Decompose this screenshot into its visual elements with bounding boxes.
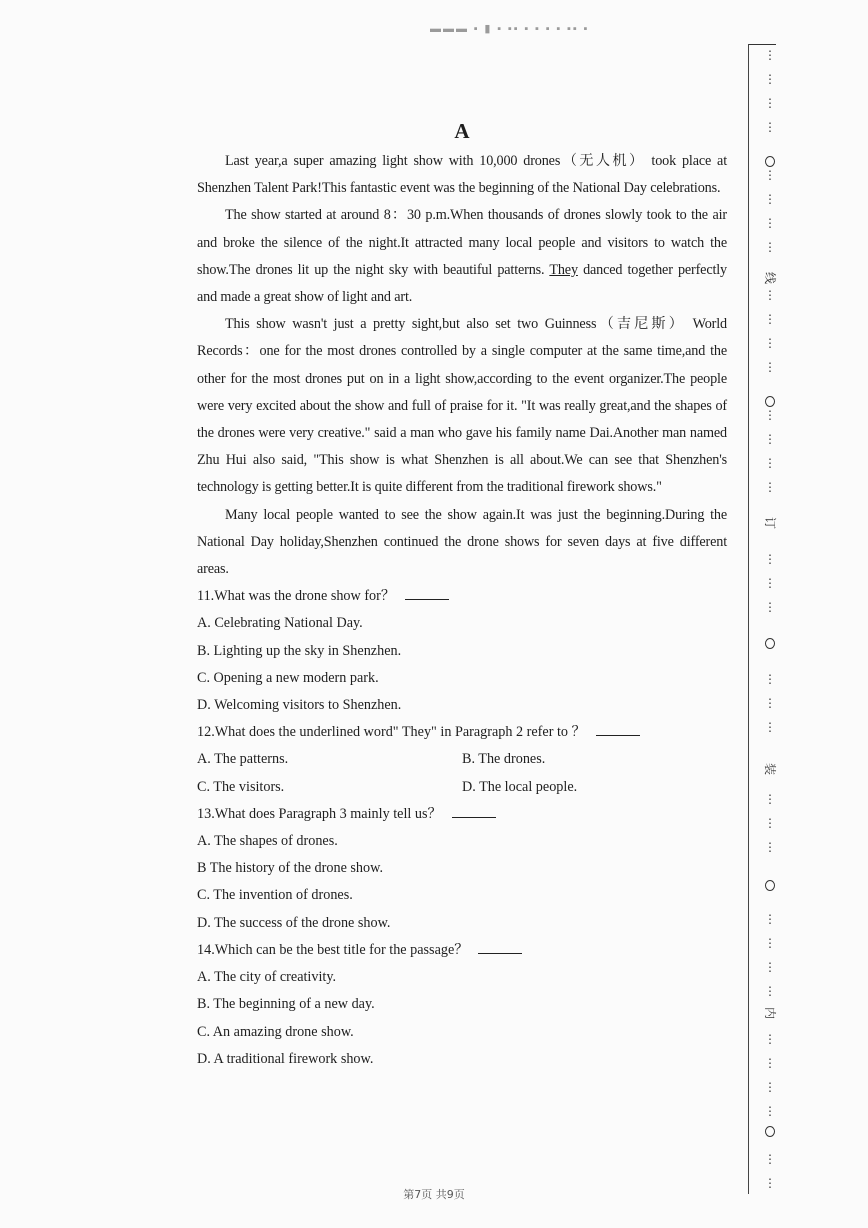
underlined-word: They xyxy=(549,261,578,278)
binding-ring xyxy=(765,1126,775,1137)
option-b: B. Lighting up the sky in Shenzhen. xyxy=(197,642,402,659)
binding-dot: ⋮ xyxy=(764,960,776,974)
binding-char: 内 xyxy=(763,1006,777,1019)
question-stem xyxy=(197,801,727,828)
option-row xyxy=(197,774,727,801)
option-a: A. The shapes of drones. xyxy=(197,833,338,850)
binding-dot: ⋮ xyxy=(764,216,776,230)
question-stem xyxy=(197,719,727,746)
option-b: B The history of the drone show. xyxy=(197,860,383,877)
binding-dot: ⋮ xyxy=(764,552,776,566)
binding-dot: ⋮ xyxy=(764,360,776,374)
binding-char: 订 xyxy=(763,516,777,529)
question-text: 13.What does Paragraph 3 mainly tell us？ xyxy=(197,805,442,822)
reading-passage xyxy=(197,114,727,1073)
paragraph-2 xyxy=(197,202,727,311)
binding-dot: ⋮ xyxy=(764,432,776,446)
page-number: 第7页 共9页 xyxy=(403,1188,465,1201)
answer-blank[interactable] xyxy=(596,721,640,736)
binding-dot: ⋮ xyxy=(764,312,776,326)
answer-blank[interactable] xyxy=(405,585,449,600)
binding-dot: ⋮ xyxy=(764,600,776,614)
option-b: B. The beginning of a new day. xyxy=(197,996,375,1013)
paragraph-3: This show wasn't just a pretty sight,but also set two Guinness（吉尼斯） World Records：one for the most drones controlled by a single computer at the same time,and the other for the most drones put on in a light show,according to the event organizer.The people were very excited about the show and full of praise for it. "It was really great,and the shapes of the drones were very creative." said a man who gave his family name Dai.Another man named Zhu Hui also said, "This show is what Shenzhen is all about.We can see that Shenzhen's technology is getting better.It is quite different from the traditional firework shows." xyxy=(197,316,727,496)
binding-dot: ⋮ xyxy=(764,792,776,806)
binding-dot: ⋮ xyxy=(764,408,776,422)
binding-char: 装 xyxy=(763,762,777,775)
paragraph-2-start: The show started at around 8：30 p.m.When thousands of drones slowly took to the air and broke the silence of the night.It attracted many local people and visitors to watch the show.The drones lit up the night sky with beautiful patterns. xyxy=(197,207,727,278)
question-text: 14.Which can be the best title for the passage？ xyxy=(197,941,469,958)
answer-blank[interactable] xyxy=(452,803,496,818)
binding-dot: ⋮ xyxy=(764,96,776,110)
question-12 xyxy=(197,719,727,801)
option-c: C. An amazing drone show. xyxy=(197,1023,354,1040)
question-13 xyxy=(197,801,727,937)
option-d: D. The local people. xyxy=(462,778,578,795)
paragraph-1: Last year,a super amazing light show with 10,000 drones（无人机） took place at Shenzhen Talent Park!This fantastic event was the beginning of the National Day celebrations. xyxy=(197,153,727,197)
binding-dot: ⋮ xyxy=(764,1104,776,1118)
binding-line xyxy=(748,44,749,1194)
option-d: D. The success of the drone show. xyxy=(197,914,391,931)
option-c: C. The visitors. xyxy=(197,778,285,795)
binding-dot: ⋮ xyxy=(764,816,776,830)
question-text: 11.What was the drone show for？ xyxy=(197,588,396,605)
binding-ring xyxy=(765,880,775,891)
option-a: A. Celebrating National Day. xyxy=(197,615,363,632)
option-a: A. The patterns. xyxy=(197,751,289,768)
binding-dot: ⋮ xyxy=(764,840,776,854)
header-scan-artifact: ▬▬▬ ▪ ▮ ▪ ▪▪ ▪ ▪ ▪ ▪ ▪▪ ▪ xyxy=(430,23,590,35)
binding-dot: ⋮ xyxy=(764,672,776,686)
option-a: A. The city of creativity. xyxy=(197,969,337,986)
binding-ring xyxy=(765,396,775,407)
binding-dot: ⋮ xyxy=(764,456,776,470)
paragraph-2-end: danced together perfectly and made a great show of light and art. xyxy=(197,261,728,306)
question-text: 12.What does the underlined word" They" in Paragraph 2 refer to ？ xyxy=(197,724,586,741)
binding-margin xyxy=(763,46,777,1196)
binding-dot: ⋮ xyxy=(764,1176,776,1190)
question-14 xyxy=(197,937,727,1073)
binding-dot: ⋮ xyxy=(764,720,776,734)
binding-dot: ⋮ xyxy=(764,480,776,494)
binding-dot: ⋮ xyxy=(764,984,776,998)
binding-dot: ⋮ xyxy=(764,192,776,206)
binding-dot: ⋮ xyxy=(764,48,776,62)
binding-dot: ⋮ xyxy=(764,1032,776,1046)
option-b: B. The drones. xyxy=(462,751,546,768)
option-c: C. The invention of drones. xyxy=(197,887,353,904)
binding-dot: ⋮ xyxy=(764,72,776,86)
binding-dot: ⋮ xyxy=(764,336,776,350)
binding-dot: ⋮ xyxy=(764,240,776,254)
binding-ring xyxy=(765,638,775,649)
binding-ring xyxy=(765,156,775,167)
answer-blank[interactable] xyxy=(478,939,522,954)
binding-dot: ⋮ xyxy=(764,288,776,302)
binding-dot: ⋮ xyxy=(764,696,776,710)
question-11 xyxy=(197,583,727,719)
binding-char: 线 xyxy=(763,271,777,284)
option-row xyxy=(197,746,727,773)
section-title: A xyxy=(454,119,470,143)
binding-dot: ⋮ xyxy=(764,912,776,926)
option-d: D. Welcoming visitors to Shenzhen. xyxy=(197,697,402,714)
binding-dot: ⋮ xyxy=(764,1056,776,1070)
option-c: C. Opening a new modern park. xyxy=(197,669,379,686)
binding-line-top xyxy=(748,44,776,45)
question-stem xyxy=(197,937,727,964)
binding-dot: ⋮ xyxy=(764,120,776,134)
binding-dot: ⋮ xyxy=(764,168,776,182)
binding-dot: ⋮ xyxy=(764,1080,776,1094)
binding-dot: ⋮ xyxy=(764,936,776,950)
binding-dot: ⋮ xyxy=(764,576,776,590)
paragraph-4: Many local people wanted to see the show again.It was just the beginning.During the National Day holiday,Shenzhen continued the drone shows for seven days at five different areas. xyxy=(197,506,727,578)
binding-dot: ⋮ xyxy=(764,1152,776,1166)
question-stem xyxy=(197,583,727,610)
option-d: D. A traditional firework show. xyxy=(197,1050,374,1067)
